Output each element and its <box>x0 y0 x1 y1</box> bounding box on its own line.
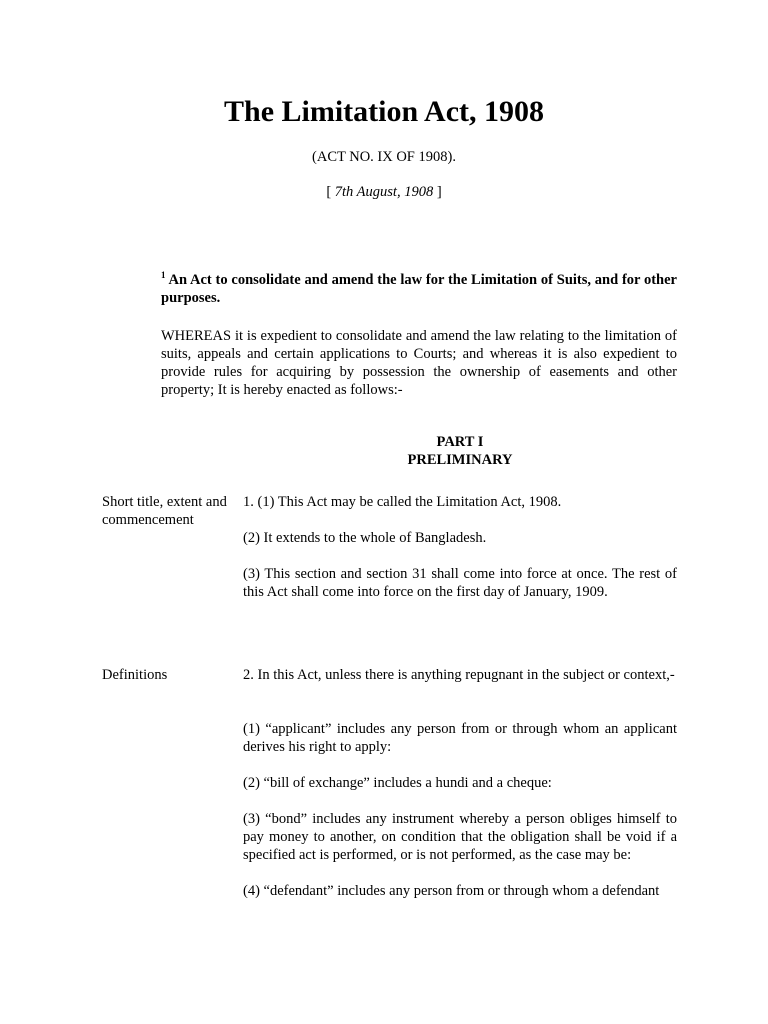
definition-bill-of-exchange: (2) “bill of exchange” includes a hundi and a cheque: <box>243 775 552 791</box>
date-bracket-open: [ <box>326 184 335 200</box>
date-bracket-close: ] <box>433 184 442 200</box>
part-heading <box>243 433 677 469</box>
part-name: PRELIMINARY <box>407 452 513 468</box>
definition-bond: (3) “bond” includes any instrument whereby a person obliges himself to pay money to another, on condition that the obligation shall be void if a specified act is performed, or is not performed, as the case may be: <box>243 811 677 863</box>
section-1-para-1: 1. (1) This Act may be called the Limitation Act, 1908. <box>243 494 562 510</box>
footnote-marker: 1 <box>161 270 166 280</box>
long-title-text: An Act to consolidate and amend the law for the Limitation of Suits, and for other purposes. <box>161 272 677 306</box>
act-number: (ACT NO. IX OF 1908). <box>312 149 456 165</box>
section-1-para-3: (3) This section and section 31 shall come into force at once. The rest of this Act shall come into force on the first day of January, 1909. <box>243 566 677 600</box>
act-date <box>0 183 768 201</box>
definition-defendant: (4) “defendant” includes any person from or through whom a defendant <box>243 883 660 899</box>
margin-note-definitions: Definitions <box>102 667 168 683</box>
date-text: 7th August, 1908 <box>334 184 434 200</box>
definition-applicant: (1) “applicant” includes any person from or through whom an applicant derives his right to apply: <box>243 721 677 755</box>
preamble: WHEREAS it is expedient to consolidate and amend the law relating to the limitation of suits, appeals and certain applications to Courts; and whereas it is also expedient to provide rules for acquiring by possession the ownership of easements and other property; It is hereby enacted as follows:- <box>161 328 677 398</box>
margin-note-short-title: Short title, extent and commencement <box>102 494 227 528</box>
section-2-para-1: 2. In this Act, unless there is anything repugnant in the subject or context,- <box>243 667 675 683</box>
page-title: The Limitation Act, 1908 <box>224 95 544 128</box>
part-number: PART I <box>436 434 484 450</box>
section-1-para-2: (2) It extends to the whole of Bangladesh. <box>243 530 487 546</box>
long-title <box>161 271 677 307</box>
